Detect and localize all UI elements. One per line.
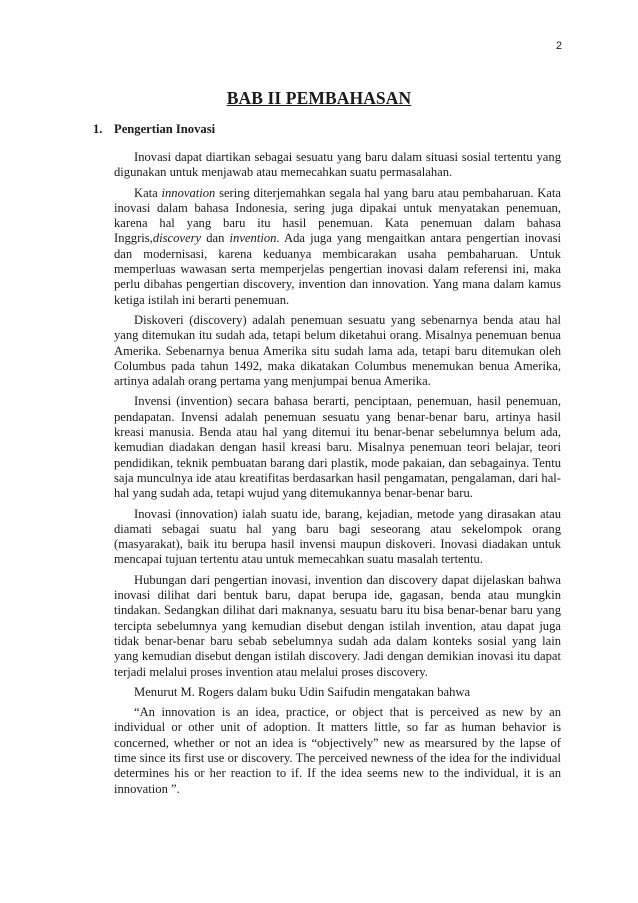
paragraph-rogers-quote: “An innovation is an idea, practice, or object that is perceived as new by an individual or other unit of adoption. It matters little, so far as human behavior is concerned, whether or not an idea is “objectively” new as mearsured by the lapse of time since its first use or discovery. The perceived newness of the idea for the individual determines his or her reaction to if. If the idea seems new to the individual, it is an innovation ”.: [114, 705, 561, 796]
paragraph-discovery: Diskoveri (discovery) adalah penemuan sesuatu yang sebenarnya benda atau hal yang ditemukan itu sudah ada, tetapi belum diketahui orang. Misalnya penemuan benua Amerika. Sebenarnya benua Amerika situ sudah lama ada, tetapi baru ditemukan oleh Columbus pada tahun 1492, maka dikatakan Columbus menemukan benua Amerika, artinya adalah orang pertama yang menjumpai benua Amerika.: [114, 312, 561, 389]
text-run: Kata: [134, 185, 162, 200]
section-heading: [93, 122, 215, 137]
paragraph-relationship: Hubungan dari pengertian inovasi, invention dan discovery dapat dijelaskan bahwa inovasi dilihat dari bentuk baru, dapat berupa ide, gagasan, benda atau mungkin tindakan. Sedangkan dilihat dari maknanya, sesuatu baru itu bisa benar-benar baru yang tercipta sebelumnya yang kemudian disebut dengan istilah invention, atau dapat juga tidak benar-benar baru sebab sebelumnya sudah ada dalam konteks sosial yang lain yang kemudian disebut dengan istilah discovery. Jadi dengan demikian inovasi itu dapat terjadi melalui proses invention atau melalui proses discovery.: [114, 572, 561, 679]
paragraph-rogers-intro: Menurut M. Rogers dalam buku Udin Saifudin mengatakan bahwa: [134, 684, 471, 699]
italic-term-innovation: innovation: [161, 185, 216, 200]
italic-term-invention: invention: [229, 231, 277, 246]
paragraph-invention: Invensi (invention) secara bahasa berarti, penciptaan, penemuan, hasil penemuan, pendapatan. Invensi adalah penemuan sesuatu yang benar-benar baru, artinya hasil kreasi manusia. Benda atau hal yang ditemui itu benar-benar sebelumnya belum ada, kemudian diadakan dengan hasil kreasi baru. Misalnya penemuan teori belajar, teori pendidikan, teknik pembuatan barang dari plastik, mode pakaian, dan sebagainya. Tentu saja munculnya ide atau kreatifitas berdasarkan hasil pengamatan, pengalaman, dari hal-hal yang sudah ada, tetapi wujud yang ditemukannya benar-benar baru.: [114, 394, 561, 501]
chapter-title: BAB II PEMBAHASAN: [226, 88, 412, 108]
section-number: 1.: [93, 122, 103, 136]
text-run: sering diterjemahkan segala hal yang baru atau pembaharuan. Kata inovasi dalam bahasa Indonesia, sering juga dipakai untuk menyatakan penemuan, karena hal yang baru itu hasil penemuan. Kata penemuan dalam bahasa Inggris,: [114, 185, 561, 246]
paragraph-definition: Inovasi dapat diartikan sebagai sesuatu yang baru dalam situasi sosial tertentu yang digunakan untuk menjawab atau memecahkan suatu permasalahan.: [114, 150, 561, 180]
paragraph-innovation: Inovasi (innovation) ialah suatu ide, barang, kejadian, metode yang dirasakan atau diamati sebagai suatu hal yang baru bagi seseorang atau sekelompok orang (masyarakat), baik itu berupa hasil invensi maupun diskoveri. Inovasi diadakan untuk mencapai tujuan tertentu atau untuk memecahkan suatu masalah tertentu.: [114, 506, 561, 567]
text-run: dan: [201, 231, 230, 246]
italic-term-discovery: discovery: [152, 231, 202, 246]
paragraph-innovation-term: [114, 186, 561, 308]
section-title: Pengertian Inovasi: [114, 122, 216, 136]
text-run: . Ada juga yang mengaitkan antara pengertian inovasi dan modernisasi, karena keduanya membicarakan usaha pembaharuan. Untuk memperluas wawasan serta memperjelas pengertian inovasi dalam referensi ini, maka perlu dibahas pengertian discovery, invention dan innovation. Yang mana dalam kamus ketiga istilah ini berarti penemuan.: [114, 231, 561, 307]
page-number: 2: [555, 40, 562, 52]
body-text: [114, 150, 561, 802]
